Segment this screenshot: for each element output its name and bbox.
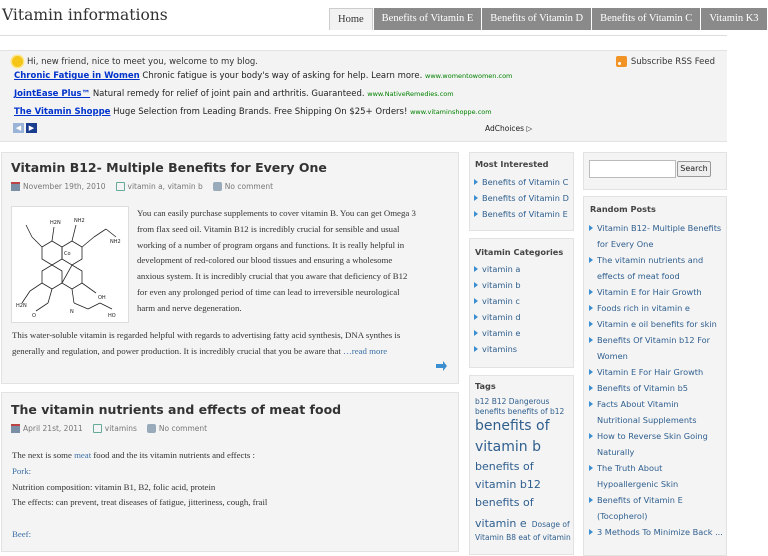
- svg-text:NH2: NH2: [74, 218, 85, 224]
- welcome-ad-bar: [0, 50, 727, 142]
- search-button[interactable]: Search: [677, 161, 711, 177]
- ad-item: [14, 71, 512, 81]
- post-date: April 21st, 2011: [23, 424, 83, 433]
- excerpt-line: for even any prolonged period of time can lead to irreversible neurological: [137, 286, 400, 297]
- excerpt-line: harm and nerve degeneration.: [137, 302, 242, 313]
- tag-cloud: [475, 397, 571, 542]
- widget-title: Random Posts: [590, 204, 656, 214]
- post-excerpt: [12, 448, 458, 543]
- list-item[interactable]: Benefits of Vitamin C: [474, 174, 569, 190]
- nav-home[interactable]: Home: [329, 8, 373, 30]
- sun-icon: [12, 56, 23, 67]
- ad-nav: [13, 123, 39, 133]
- search-input[interactable]: [589, 160, 676, 178]
- ad-next-button[interactable]: ▶: [26, 123, 37, 133]
- list-item[interactable]: 3 Methods To Minimize Back ...: [588, 524, 724, 540]
- svg-text:OH: OH: [98, 295, 106, 301]
- list-item[interactable]: How to Reverse Skin Going Naturally: [588, 428, 724, 460]
- tag-link[interactable]: Dosage of: [531, 520, 570, 530]
- post-excerpt-wrapped: [137, 206, 453, 317]
- excerpt-line: You can easily purchase supplements to cover vitamin B. You can get Omega 3: [137, 208, 416, 218]
- list-item[interactable]: Benefits of Vitamin b5: [588, 380, 724, 396]
- rss-icon[interactable]: [616, 56, 627, 67]
- list-item[interactable]: Vitamin B12- Multiple Benefits for Every One: [588, 220, 724, 252]
- nav-benefits-vitamin-c[interactable]: Benefits of Vitamin C: [592, 8, 700, 30]
- svg-text:Co: Co: [64, 251, 71, 257]
- tag-link[interactable]: vitamin b: [475, 439, 541, 456]
- calendar-icon: [11, 182, 20, 191]
- meat-link[interactable]: meat: [74, 450, 92, 460]
- widget-title: Tags: [475, 381, 496, 391]
- tag-link[interactable]: benefits of: [475, 496, 534, 510]
- list-item[interactable]: vitamins: [474, 341, 521, 357]
- ad-text: Natural remedy for relief of joint pain and arthritis. Guaranteed.: [92, 89, 365, 99]
- welcome-message: [12, 56, 258, 67]
- list-item[interactable]: Vitamin E for Hair Growth: [588, 284, 724, 300]
- post-comments[interactable]: No comment: [158, 424, 208, 433]
- categories-list: [474, 261, 521, 357]
- excerpt-text: generally and regulation, and power production. It is incredibly crucial that you be aware that: [12, 345, 343, 356]
- list-item[interactable]: vitamin a: [474, 261, 521, 277]
- post-comments[interactable]: No comment: [224, 182, 274, 191]
- excerpt-text: food and the its vitamin nutrients and effects :: [91, 450, 255, 460]
- tag-link[interactable]: vitamin b12: [475, 478, 541, 492]
- excerpt-line: This water-soluble vitamin is regarded helpful with regards to advertising fatty acid synthesis, DNA synthes is: [12, 330, 401, 340]
- ad-title[interactable]: Chronic Fatigue in Women: [14, 71, 140, 81]
- list-item[interactable]: vitamin b: [474, 277, 521, 293]
- rss-label[interactable]: Subscribe RSS Feed: [630, 56, 715, 67]
- list-item[interactable]: vitamin c: [474, 293, 521, 309]
- post-title[interactable]: Vitamin B12- Multiple Benefits for Every One: [11, 160, 327, 175]
- post-thumbnail: [11, 206, 129, 323]
- random-posts-list: [588, 220, 724, 540]
- post-meta: [11, 424, 217, 433]
- nav-vitamin-k3[interactable]: Vitamin K3: [701, 8, 766, 30]
- post-date: November 19th, 2010: [23, 182, 106, 191]
- adchoices-icon[interactable]: ▷: [526, 124, 533, 133]
- ad-prev-button[interactable]: ◀: [13, 123, 24, 133]
- nav-benefits-vitamin-e[interactable]: Benefits of Vitamin E: [374, 8, 482, 30]
- adchoices-label[interactable]: AdChoices: [485, 124, 525, 133]
- main-nav: [329, 8, 768, 30]
- tag-link[interactable]: benefits benefits of b12: [475, 406, 565, 416]
- list-item[interactable]: Benefits of Vitamin E (Tocopherol): [588, 492, 724, 524]
- excerpt-line: [12, 448, 458, 464]
- ad-title[interactable]: JointEase Plus™: [14, 89, 91, 99]
- list-item[interactable]: vitamin e: [474, 325, 521, 341]
- list-item[interactable]: Foods rich in vitamin e: [588, 300, 724, 316]
- welcome-text: Hi, new friend, nice to meet you, welcome to my blog.: [27, 56, 259, 67]
- svg-text:HO: HO: [108, 313, 116, 319]
- read-more-arrow-icon[interactable]: [435, 361, 448, 372]
- excerpt-line: development of red-colored our blood tissues and ensuring a wholesome: [137, 255, 393, 266]
- post-tags[interactable]: vitamins: [104, 424, 137, 433]
- beef-label: Beef:: [12, 528, 32, 539]
- tag-link[interactable]: benefits of: [475, 418, 550, 435]
- widget-title: Vitamin Categories: [475, 247, 564, 257]
- ad-item: [14, 89, 454, 99]
- adchoices-link[interactable]: [485, 124, 532, 133]
- post-excerpt-full: [12, 328, 458, 360]
- list-item[interactable]: The Truth About Hypoallergenic Skin: [588, 460, 724, 492]
- pork-label: Pork:: [12, 465, 32, 476]
- comment-icon: [213, 182, 222, 191]
- excerpt-line: Nutrition composition: vitamin B1, B2, folic acid, protein: [12, 481, 216, 492]
- ad-text: Huge Selection from Leading Brands. Free Shipping On $25+ Orders!: [113, 107, 408, 117]
- list-item[interactable]: Benefits of Vitamin E: [474, 206, 569, 222]
- list-item[interactable]: Benefits Of Vitamin b12 For Women: [588, 332, 724, 364]
- list-item[interactable]: Facts About Vitamin Nutritional Supplements: [588, 396, 724, 428]
- post-title[interactable]: The vitamin nutrients and effects of meat food: [11, 402, 342, 417]
- widget-title: Most Interested: [475, 159, 549, 169]
- calendar-icon: [11, 424, 20, 433]
- tag-link[interactable]: Vitamin B8 eat of vitamin: [475, 532, 571, 542]
- list-item[interactable]: vitamin d: [474, 309, 521, 325]
- site-title[interactable]: Vitamin informations: [2, 6, 168, 24]
- tag-link[interactable]: benefits of: [475, 460, 534, 474]
- svg-text:NH2: NH2: [110, 239, 121, 245]
- excerpt-line: anxious system. It is incredibly crucial that you aware that deficiency of B12: [137, 271, 408, 282]
- post-tags[interactable]: vitamin a, vitamin b: [127, 182, 203, 191]
- excerpt-line: from flax seed oil. Vitamin B12 is incredibly crucial for sensible and usual: [137, 223, 400, 234]
- excerpt-line: working of a number of program organs and functions. It is really helpful in: [137, 239, 405, 250]
- list-item[interactable]: The vitamin nutrients and effects of meat food: [588, 252, 724, 284]
- svg-text:H2N: H2N: [50, 220, 61, 226]
- tag-link[interactable]: b12 B12 Dangerous: [475, 397, 550, 406]
- read-more-link[interactable]: …read more: [343, 345, 388, 356]
- header: [0, 0, 759, 36]
- ad-url[interactable]: www.womentowomen.com: [425, 72, 513, 80]
- molecule-structure-image: [12, 207, 128, 322]
- tag-link[interactable]: vitamin e: [475, 517, 527, 531]
- excerpt-line: [12, 344, 458, 360]
- list-item[interactable]: Benefits of Vitamin D: [474, 190, 569, 206]
- svg-text:O: O: [32, 313, 36, 319]
- ad-title[interactable]: The Vitamin Shoppe: [14, 107, 111, 117]
- excerpt-line: The effects: can prevent, treat diseases of fatigue, jitteriness, cough, frail: [12, 497, 268, 508]
- tag-icon: [116, 182, 125, 191]
- nav-benefits-vitamin-d[interactable]: Benefits of Vitamin D: [482, 8, 591, 30]
- comment-icon: [147, 424, 156, 433]
- svg-text:N: N: [70, 309, 74, 315]
- ad-url[interactable]: www.NativeRemedies.com: [367, 90, 454, 98]
- ad-url[interactable]: www.vitaminshoppe.com: [410, 108, 492, 116]
- svg-text:H2N: H2N: [16, 303, 27, 309]
- post-meta: [11, 182, 283, 191]
- list-item[interactable]: Vitamin e oil benefits for skin: [588, 316, 724, 332]
- excerpt-text: The next is some: [12, 450, 75, 460]
- rss-link[interactable]: [616, 56, 715, 67]
- most-interested-list: [474, 174, 569, 222]
- list-item[interactable]: Vitamin E For Hair Growth: [588, 364, 724, 380]
- ad-text: Chronic fatigue is your body's way of asking for help. Learn more.: [142, 71, 423, 81]
- ad-item: [14, 107, 492, 117]
- tag-icon: [93, 424, 102, 433]
